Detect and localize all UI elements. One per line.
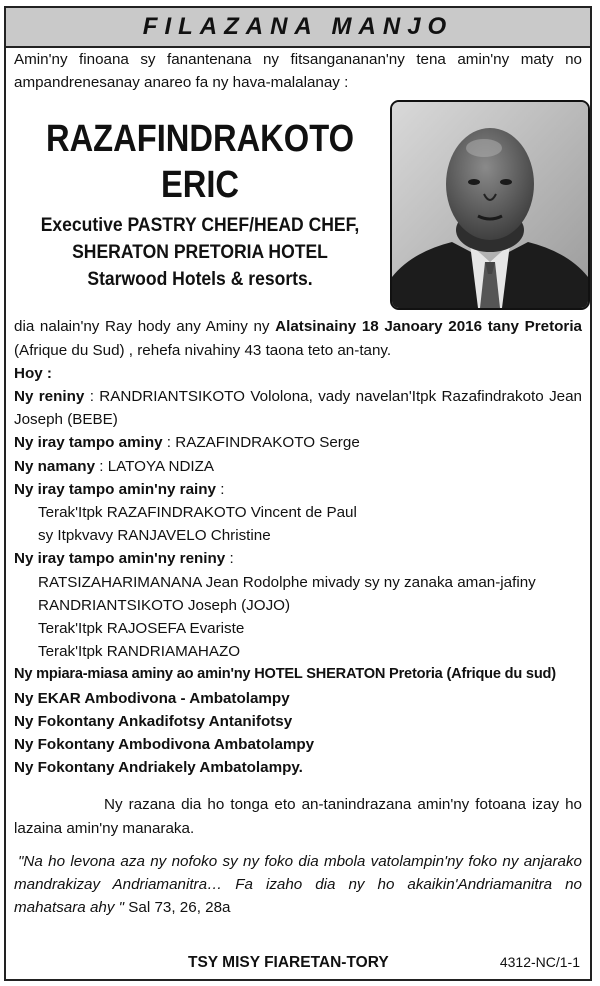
group-line: Ny Fokontany Andriakely Ambatolampy.: [14, 759, 303, 777]
fiancee-line: [14, 455, 582, 478]
maternal-item: Terak'Itpk RANDRIAMAHAZO: [38, 643, 241, 661]
header-title: FILAZANA MANJO: [142, 13, 454, 40]
paternal-heading: [14, 478, 582, 501]
deceased-section: [14, 100, 582, 315]
fiancee-value: : LATOYA NDIZA: [95, 457, 215, 475]
mother-line: [14, 385, 582, 431]
group-line: Ny EKAR Ambodivona - Ambatolampy: [14, 689, 290, 707]
reference-code: 4312-NC/1-1: [499, 954, 580, 970]
hoy-label: Hoy :: [14, 364, 52, 382]
group-line: Ny mpiara-miasa aminy ao amin'ny HOTEL SHERATON Pretoria (Afrique du sud): [14, 666, 556, 683]
mother-value: : RANDRIANTSIKOTO Vololona, vady navelan'Itpk Razafindrakoto Jean Joseph (BEBE): [14, 388, 583, 429]
death-announcement: [14, 315, 582, 361]
notice-body: [6, 48, 590, 919]
deceased-role-line1: Executive PASTRY CHEF/HEAD CHEF,: [40, 214, 360, 237]
header-banner: [6, 8, 590, 48]
paternal-item: sy Itpkvavy RANJAVELO Christine: [38, 527, 271, 545]
group-line: Ny Fokontany Ambodivona Ambatolampy: [14, 736, 315, 754]
death-text-post: (Afrique du Sud) , rehefa nivahiny 43 taona teto an-tany.: [14, 341, 392, 359]
footer: [6, 954, 590, 976]
quote-reference: Sal 73, 26, 28a: [124, 899, 231, 917]
quote-text: "Na ho levona aza ny nofoko sy ny foko dia mbola vatolampin'ny foko ny anjarako mandrakizay Andriamanitra… Fa izaho dia ny ho akaikin'Andriamanitra no mahatsara ahy ": [14, 852, 582, 917]
intro-text: Amin'ny finoana sy fanantenana ny fitsangananan'ny tena amin'ny maty no ampandrenesanay anareo fa ny hava-malalanay :: [14, 51, 582, 92]
maternal-label: Ny iray tampo amin'ny reniny: [14, 550, 226, 568]
portrait-illustration: [392, 102, 588, 308]
mother-label: Ny reniny: [14, 388, 85, 406]
fiancee-label: Ny namany: [14, 457, 96, 475]
closing-text: Ny razana dia ho tonga eto an-tanindrazana amin'ny fotoana izay ho lazaina amin'ny manaraka.: [14, 796, 582, 837]
portrait-photo: [390, 100, 590, 310]
death-date: Alatsinainy 18 Janoary 2016 tany Pretoria: [275, 318, 582, 336]
deceased-role-line2: SHERATON PRETORIA HOTEL: [72, 241, 328, 264]
maternal-colon: :: [225, 550, 234, 568]
deceased-surname: RAZAFINDRAKOTO: [45, 118, 355, 161]
deceased-role-line3: Starwood Hotels & resorts.: [87, 268, 313, 291]
group-line: Ny Fokontany Ankadifotsy Antanifotsy: [14, 712, 293, 730]
bible-quote: [14, 850, 582, 920]
brother-value: : RAZAFINDRAKOTO Serge: [162, 434, 360, 452]
brother-line: [14, 431, 582, 454]
maternal-heading: [14, 547, 582, 570]
maternal-item: RANDRIANTSIKOTO Joseph (JOJO): [38, 596, 291, 614]
death-text-pre: dia nalain'ny Ray hody any Aminy ny: [14, 318, 276, 336]
obituary-notice: [4, 6, 592, 981]
paternal-label: Ny iray tampo amin'ny rainy: [14, 480, 216, 498]
paternal-colon: :: [215, 480, 225, 498]
maternal-item: RATSIZAHARIMANANA Jean Rodolphe mivady sy ny zanaka aman-jafiny: [38, 573, 536, 591]
no-wake-notice: TSY MISY FIARETAN-TORY: [188, 954, 389, 971]
deceased-given-name: ERIC: [160, 164, 240, 207]
brother-label: Ny iray tampo aminy: [14, 434, 163, 452]
paternal-item: Terak'Itpk RAZAFINDRAKOTO Vincent de Paul: [38, 504, 357, 522]
maternal-item: Terak'Itpk RAJOSEFA Evariste: [38, 620, 245, 638]
